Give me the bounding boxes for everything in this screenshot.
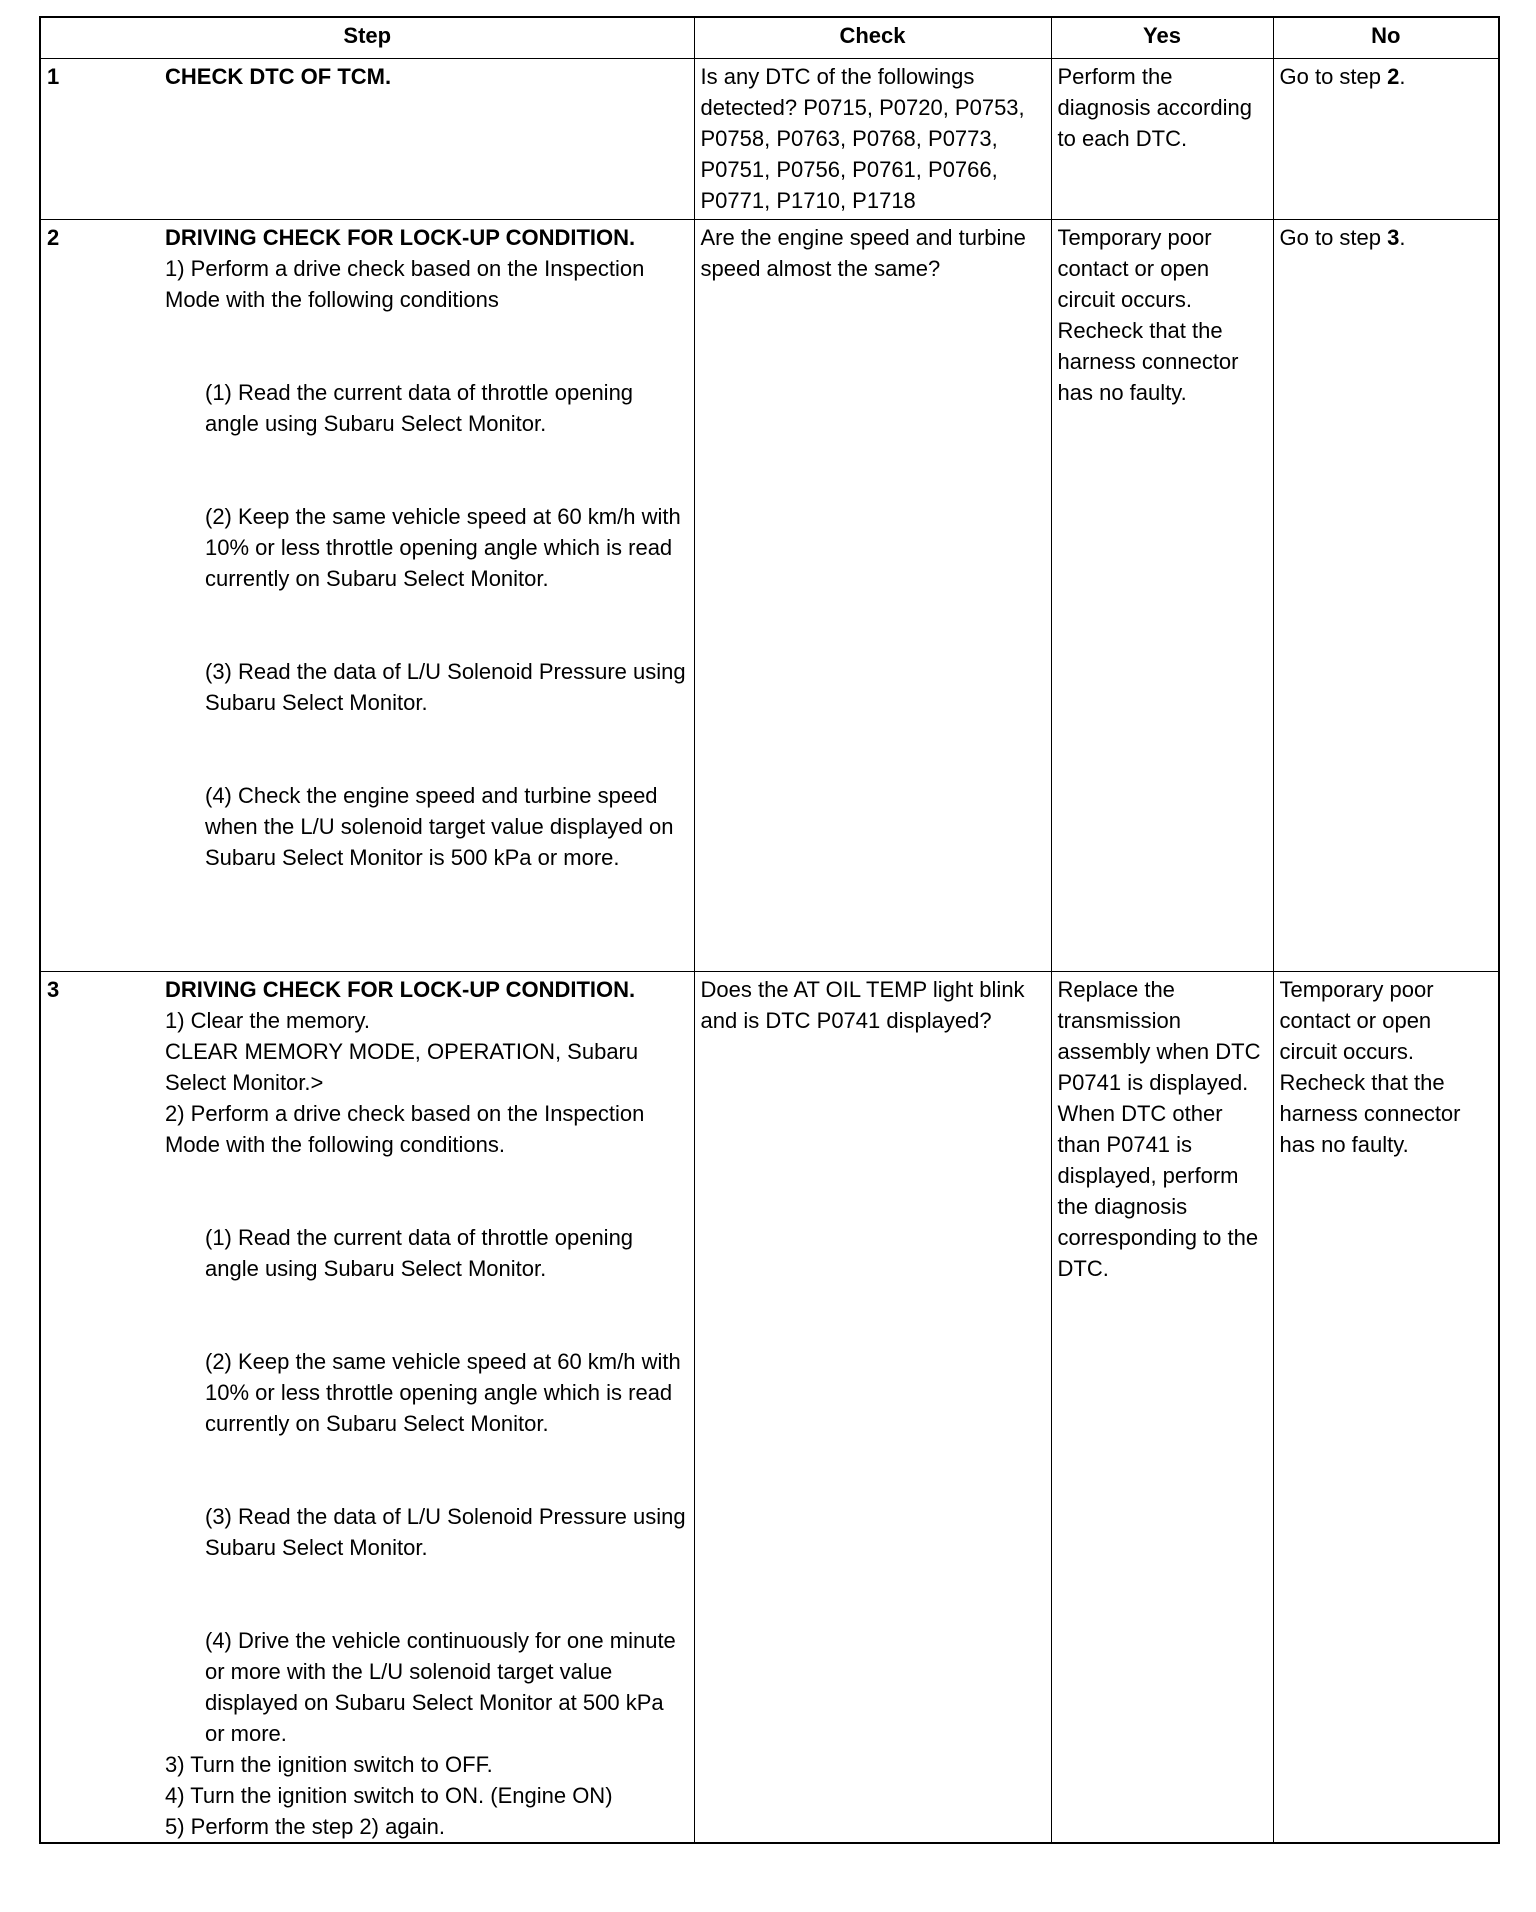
no-cell	[1273, 59, 1499, 220]
step-subitem: (4) Check the engine speed and turbine speed when the L/U solenoid target value displayed on Subaru Select Monitor is 500 kPa or more.	[205, 783, 674, 870]
no-suffix: .	[1399, 225, 1406, 250]
step-subitem: (3) Read the data of L/U Solenoid Pressure using Subaru Select Monitor.	[205, 1504, 686, 1560]
check-cell: Does the AT OIL TEMP light blink and is DTC P0741 displayed?	[694, 972, 1051, 1844]
step-subitem: (4) Drive the vehicle continuously for one minute or more with the L/U solenoid target value displayed on Subaru Select Monitor at 500 kPa or more.	[205, 1628, 676, 1746]
step-item: 1) Perform a drive check based on the Inspection Mode with the following conditions	[165, 256, 645, 312]
yes-cell: Replace the transmission assembly when DTC P0741 is displayed. When DTC other than P0741 is displayed, perform the diagnosis corresponding to the DTC.	[1051, 972, 1273, 1844]
table-row	[40, 220, 1499, 972]
step-item: 4) Turn the ignition switch to ON. (Engine ON)	[165, 1783, 613, 1808]
diagnostic-table	[39, 16, 1500, 1844]
step-subitem: (2) Keep the same vehicle speed at 60 km/h with 10% or less throttle opening angle which is read currently on Subaru Select Monitor.	[205, 504, 681, 591]
step-subitem: (1) Read the current data of throttle opening angle using Subaru Select Monitor.	[205, 380, 634, 436]
check-cell: Are the engine speed and turbine speed almost the same?	[694, 220, 1051, 972]
step-number: 2	[40, 220, 159, 972]
step-reference: 3	[1387, 225, 1400, 250]
table-row	[40, 59, 1499, 220]
step-item: 2) Perform a drive check based on the Inspection Mode with the following conditions.	[165, 1101, 645, 1157]
step-cell	[159, 220, 694, 972]
header-row	[40, 17, 1499, 59]
header-no: No	[1273, 17, 1499, 59]
step-title: DRIVING CHECK FOR LOCK-UP CONDITION.	[165, 225, 636, 250]
step-subitem: (3) Read the data of L/U Solenoid Pressure using Subaru Select Monitor.	[205, 659, 686, 715]
step-item: 3) Turn the ignition switch to OFF.	[165, 1752, 493, 1777]
step-item: 1) Clear the memory.	[165, 1008, 370, 1033]
step-number: 1	[40, 59, 159, 220]
no-suffix: .	[1399, 64, 1406, 89]
step-reference: 2	[1387, 64, 1400, 89]
check-cell: Is any DTC of the followings detected? P0715, P0720, P0753, P0758, P0763, P0768, P0773, P0751, P0756, P0761, P0766, P0771, P1710, P1718	[694, 59, 1051, 220]
table-row	[40, 972, 1499, 1844]
header-step: Step	[40, 17, 694, 59]
no-text: Go to step	[1279, 225, 1388, 250]
yes-cell: Perform the diagnosis according to each DTC.	[1051, 59, 1273, 220]
step-title: DRIVING CHECK FOR LOCK-UP CONDITION.	[165, 977, 636, 1002]
step-subitem: (1) Read the current data of throttle opening angle using Subaru Select Monitor.	[205, 1225, 634, 1281]
step-cell	[159, 59, 694, 220]
header-check: Check	[694, 17, 1051, 59]
yes-cell: Temporary poor contact or open circuit occurs. Recheck that the harness connector has no faulty.	[1051, 220, 1273, 972]
step-title: CHECK DTC OF TCM.	[165, 64, 392, 89]
step-item: CLEAR MEMORY MODE, OPERATION, Subaru Select Monitor.>	[165, 1039, 639, 1095]
header-yes: Yes	[1051, 17, 1273, 59]
step-number: 3	[40, 972, 159, 1844]
no-cell	[1273, 220, 1499, 972]
step-cell	[159, 972, 694, 1844]
step-item: 5) Perform the step 2) again.	[165, 1814, 446, 1839]
no-cell: Temporary poor contact or open circuit occurs. Recheck that the harness connector has no faulty.	[1273, 972, 1499, 1844]
step-subitem: (2) Keep the same vehicle speed at 60 km/h with 10% or less throttle opening angle which is read currently on Subaru Select Monitor.	[205, 1349, 681, 1436]
no-text: Go to step	[1279, 64, 1388, 89]
